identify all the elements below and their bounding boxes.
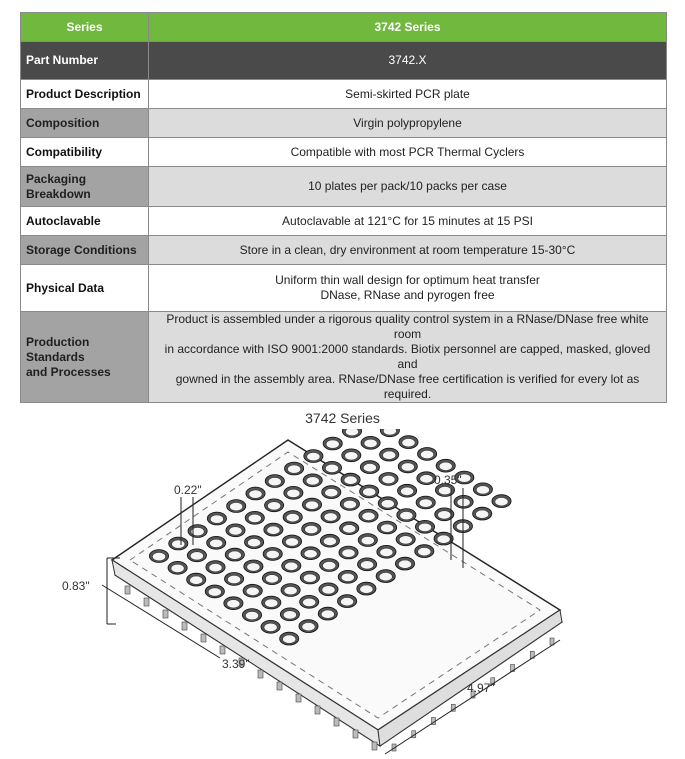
dim-well-diameter: 0.35" <box>434 473 462 487</box>
well-opening <box>345 452 358 460</box>
skirt-notch <box>144 598 149 606</box>
row-value-line: Product is assembled under a rigorous quality control system in a RNase/DNase free white room <box>166 312 649 341</box>
table-row <box>21 167 667 207</box>
well-opening <box>476 510 489 518</box>
well-opening <box>345 429 358 436</box>
well-opening <box>283 635 296 643</box>
well-opening <box>247 563 260 571</box>
skirt-notch <box>163 610 168 618</box>
well-opening <box>284 586 297 594</box>
well-opening <box>381 500 394 508</box>
row-value-line: in accordance with ISO 9001:2000 standards. Biotix personnel are capped, masked, gloved and <box>164 342 651 371</box>
row-value: 10 plates per pack/10 packs per case <box>149 167 667 207</box>
row-value <box>149 312 667 403</box>
table-row <box>21 236 667 265</box>
well-opening <box>344 476 357 484</box>
well-opening <box>209 564 222 572</box>
header-row <box>21 13 667 42</box>
well-opening <box>190 552 203 560</box>
skirt-notch <box>125 586 130 594</box>
well-opening <box>268 477 281 485</box>
row-label <box>21 167 149 207</box>
well-opening <box>267 526 280 534</box>
well-opening <box>248 539 261 547</box>
row-label: Composition <box>21 109 149 138</box>
table-row <box>21 138 667 167</box>
well-opening <box>399 536 412 544</box>
well-opening <box>380 548 393 556</box>
well-opening <box>326 440 339 448</box>
well-opening <box>361 561 374 569</box>
well-opening <box>382 475 395 483</box>
well-opening <box>362 512 375 520</box>
table-row <box>21 80 667 109</box>
well-opening <box>210 539 223 547</box>
well-opening <box>302 623 315 631</box>
well-opening <box>457 498 470 506</box>
well-opening <box>341 598 354 606</box>
well-opening <box>325 464 338 472</box>
well-opening <box>323 561 336 569</box>
well-opening <box>303 574 316 582</box>
skirt-notch <box>296 694 301 702</box>
row-value <box>149 265 667 312</box>
table-row <box>21 312 667 403</box>
series-header-value: 3742 Series <box>149 13 667 42</box>
well-opening <box>325 489 338 497</box>
well-opening <box>248 514 261 522</box>
row-label: Product Description <box>21 80 149 109</box>
well-opening <box>210 515 223 523</box>
row-label: Storage Conditions <box>21 236 149 265</box>
well-opening <box>228 575 241 583</box>
row-label: Part Number <box>21 42 149 80</box>
row-value: Semi-skirted PCR plate <box>149 80 667 109</box>
row-label-line: Breakdown <box>26 186 91 201</box>
well-opening <box>401 463 414 471</box>
row-value: 3742.X <box>149 42 667 80</box>
well-opening <box>229 527 242 535</box>
well-opening <box>228 551 241 559</box>
well-opening <box>402 439 415 447</box>
skirt-notch <box>334 718 339 726</box>
well-opening <box>438 511 451 519</box>
well-opening <box>476 486 489 494</box>
well-opening <box>152 552 165 560</box>
well-opening <box>420 475 433 483</box>
well-opening <box>324 513 337 521</box>
well-opening <box>303 598 316 606</box>
well-opening <box>401 487 414 495</box>
well-opening <box>383 451 396 459</box>
well-opening <box>190 576 203 584</box>
well-opening <box>306 477 319 485</box>
well-opening <box>264 623 277 631</box>
skirt-notch <box>277 682 282 690</box>
well-opening <box>249 490 262 498</box>
well-opening <box>381 524 394 532</box>
row-label: Physical Data <box>21 265 149 312</box>
row-label: Autoclavable <box>21 207 149 236</box>
well-opening <box>245 611 258 619</box>
well-opening <box>438 486 451 494</box>
well-opening <box>383 429 396 435</box>
well-opening <box>265 575 278 583</box>
skirt-notch <box>372 742 377 750</box>
well-opening <box>172 540 185 548</box>
well-opening <box>286 514 299 522</box>
table-row <box>21 265 667 312</box>
well-opening <box>341 573 354 581</box>
table-row <box>21 207 667 236</box>
skirt-notch <box>182 622 187 630</box>
dim-length: 4.97" <box>467 681 495 695</box>
well-opening <box>363 488 376 496</box>
well-opening <box>418 523 431 531</box>
skirt-notch <box>201 634 206 642</box>
row-value: Store in a clean, dry environment at room temperature 15-30°C <box>149 236 667 265</box>
well-opening <box>418 548 431 556</box>
dim-height: 0.83" <box>62 579 90 593</box>
spec-table <box>20 12 667 403</box>
well-opening <box>360 585 373 593</box>
row-value-line: gowned in the assembly area. RNase/DNase free certification is verified for every lot as required. <box>175 372 640 401</box>
skirt-notch <box>353 730 358 738</box>
well-opening <box>322 586 335 594</box>
well-opening <box>343 500 356 508</box>
row-label-line: Packaging <box>26 171 87 186</box>
well-opening <box>171 564 184 572</box>
well-opening <box>305 501 318 509</box>
well-opening <box>437 535 450 543</box>
well-opening <box>288 465 301 473</box>
well-opening <box>342 549 355 557</box>
row-value-line: Uniform thin wall design for optimum heat transfer <box>275 273 540 287</box>
well-opening <box>323 537 336 545</box>
well-opening <box>285 562 298 570</box>
row-value-line: DNase, RNase and pyrogen free <box>320 288 495 302</box>
well-opening <box>343 525 356 533</box>
table-row <box>21 42 667 80</box>
skirt-notch <box>220 646 225 654</box>
well-opening <box>266 550 279 558</box>
well-opening <box>321 610 334 618</box>
row-label-line: Production Standards <box>26 334 90 364</box>
row-value: Virgin polypropylene <box>149 109 667 138</box>
well-opening <box>439 462 452 470</box>
well-opening <box>246 587 259 595</box>
table-row <box>21 109 667 138</box>
skirt-notch <box>258 670 263 678</box>
well-opening <box>363 464 376 472</box>
dim-width: 3.39" <box>222 657 250 671</box>
well-opening <box>208 588 221 596</box>
row-label-line: and Processes <box>26 364 111 379</box>
row-label <box>21 312 149 403</box>
pcr-plate-drawing <box>0 429 685 759</box>
skirt-notch <box>315 706 320 714</box>
well-opening <box>400 511 413 519</box>
well-opening <box>268 502 281 510</box>
well-opening <box>421 450 434 458</box>
well-opening <box>419 499 432 507</box>
well-opening <box>285 538 298 546</box>
well-opening <box>307 452 320 460</box>
well-opening <box>283 611 296 619</box>
well-opening <box>227 600 240 608</box>
well-opening <box>287 489 300 497</box>
row-label: Compatibility <box>21 138 149 167</box>
well-opening <box>379 573 392 581</box>
figure-title: 3742 Series <box>305 410 380 426</box>
well-opening <box>230 502 243 510</box>
well-opening <box>364 439 377 447</box>
well-opening <box>265 599 278 607</box>
well-opening <box>304 550 317 558</box>
well-opening <box>305 525 318 533</box>
well-opening <box>398 560 411 568</box>
row-value: Autoclavable at 121°C for 15 minutes at 15 PSI <box>149 207 667 236</box>
series-header-label: Series <box>21 13 149 42</box>
dim-well-spacing: 0.22" <box>174 483 202 497</box>
well-opening <box>361 536 374 544</box>
well-opening <box>495 498 508 506</box>
row-value: Compatible with most PCR Thermal Cyclers <box>149 138 667 167</box>
